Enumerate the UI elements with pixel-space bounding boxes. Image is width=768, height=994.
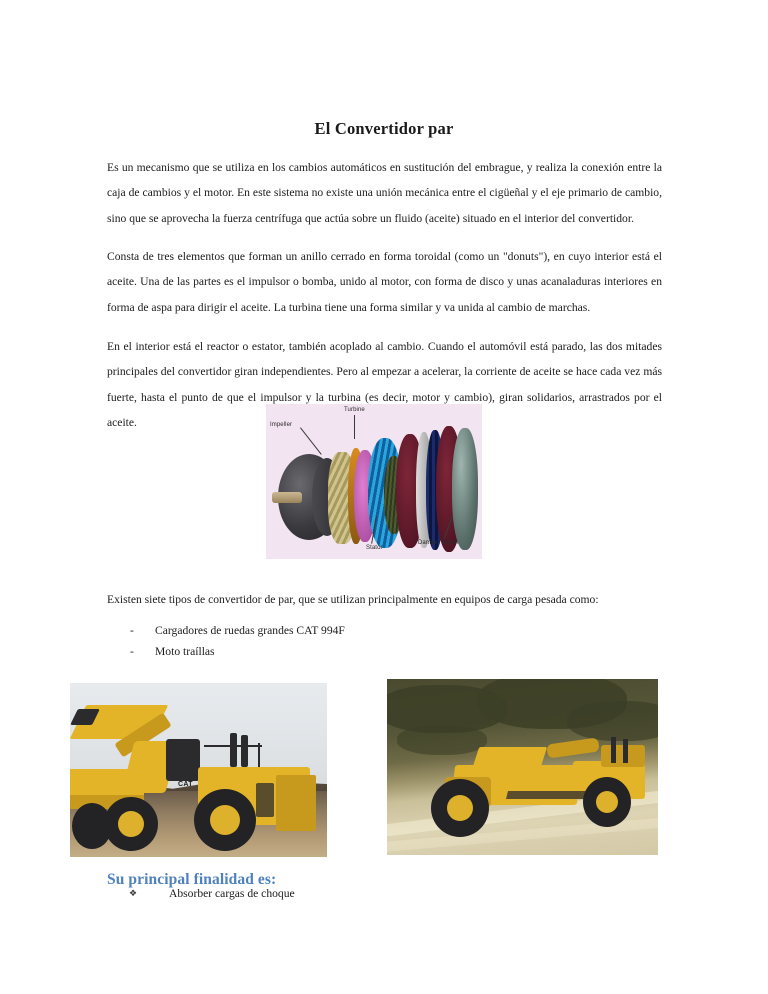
loader-exhaust-stack-2	[241, 735, 248, 767]
paragraph-2: Consta de tres elementos que forman un anillo cerrado en forma toroidal (como un "donuts"), en cuyo interior está el aceite. Una de las partes es el impulsor o bomba, unido al motor, con forma de disco y unas acanaladuras interiores en forma de aspa para dirigir el aceite. La turbina tiene una forma similar y va unida al cambio de marchas.	[107, 249, 662, 314]
loader-exhaust-stacks	[230, 733, 237, 767]
vegetation-patch	[567, 701, 658, 741]
purpose-list	[107, 884, 537, 903]
list-item	[107, 884, 537, 903]
diamond-bullet-icon: ❖	[129, 889, 138, 899]
scraper-rim-rear	[596, 791, 618, 813]
loader-rim-rear	[118, 811, 144, 837]
list-item	[107, 641, 607, 662]
diagram-label-impeller: Impeller	[270, 422, 293, 428]
list-item-label: Cargadores de ruedas grandes CAT 994F	[155, 624, 345, 637]
loader-cab	[166, 739, 200, 781]
photo-wheel-loader	[70, 683, 327, 857]
list-item-label: Absorber cargas de choque	[169, 887, 295, 900]
types-intro-text: Existen siete tipos de convertidor de par, que se utilizan principalmente en equipos de carga pesada como:	[107, 592, 599, 606]
vegetation-patch	[397, 725, 487, 755]
converter-housing-cover	[452, 428, 478, 550]
loader-tire-rear-2	[72, 803, 112, 849]
leader-line-impeller	[300, 427, 322, 454]
scraper-hydraulic-cylinders	[611, 737, 616, 763]
diagram-label-stator: Stator	[366, 545, 383, 551]
paragraph-1: Es un mecanismo que se utiliza en los cambios automáticos en sustitución del embrague, y realiza la conexión entre la caja de cambios y el motor. En este sistema no existe una unión mecánica entre el cigüeñal y el eje primario de cambio, sino que se aprovecha la fuerza centrífuga que actúa sobre un fluido (aceite) situado en el interior del convertidor.	[107, 160, 662, 225]
list-item	[107, 620, 607, 641]
loader-side-panel-vent	[256, 783, 274, 817]
list-marker: -	[130, 624, 134, 637]
cat-brand-logo: CAT	[178, 781, 193, 788]
loader-handrail-2	[258, 743, 260, 767]
loader-rim-front	[210, 805, 240, 835]
diagram-label-turbine: Turbine	[344, 407, 365, 413]
scraper-cutting-edge	[506, 791, 594, 799]
list-item-label: Moto traíllas	[155, 645, 215, 658]
section-heading-purpose: Su principal finalidad es:	[107, 870, 277, 888]
impeller-shaft	[272, 492, 302, 503]
diagram-label-damper-clutch: Damper clutch	[418, 540, 458, 546]
loader-handrail	[204, 745, 262, 747]
equipment-list	[107, 620, 607, 662]
torque-converter-diagram	[266, 404, 482, 559]
scraper-hydraulic-cylinders	[623, 739, 628, 763]
loader-rear-counterweight	[276, 775, 316, 831]
paragraph-3: En el interior está el reactor o estator, también acoplado al cambio. Cuando el automóvil está parado, las dos mitades principales del convertidor giran independientes. Pero al empezar a acelerar, la corriente de aceite se hace cada vez más fuerte, hasta el punto de que el impulsor y la turbina (es decir, motor y cambio), giran solidarios, arrastrados por el aceite.	[107, 339, 662, 430]
scraper-rim-front	[447, 795, 473, 821]
page-title: El Convertidor par	[314, 119, 454, 139]
photo-motor-scraper	[387, 679, 658, 855]
leader-line-turbine	[354, 415, 355, 439]
scraper-ejector	[471, 747, 547, 773]
list-marker: -	[130, 645, 134, 658]
